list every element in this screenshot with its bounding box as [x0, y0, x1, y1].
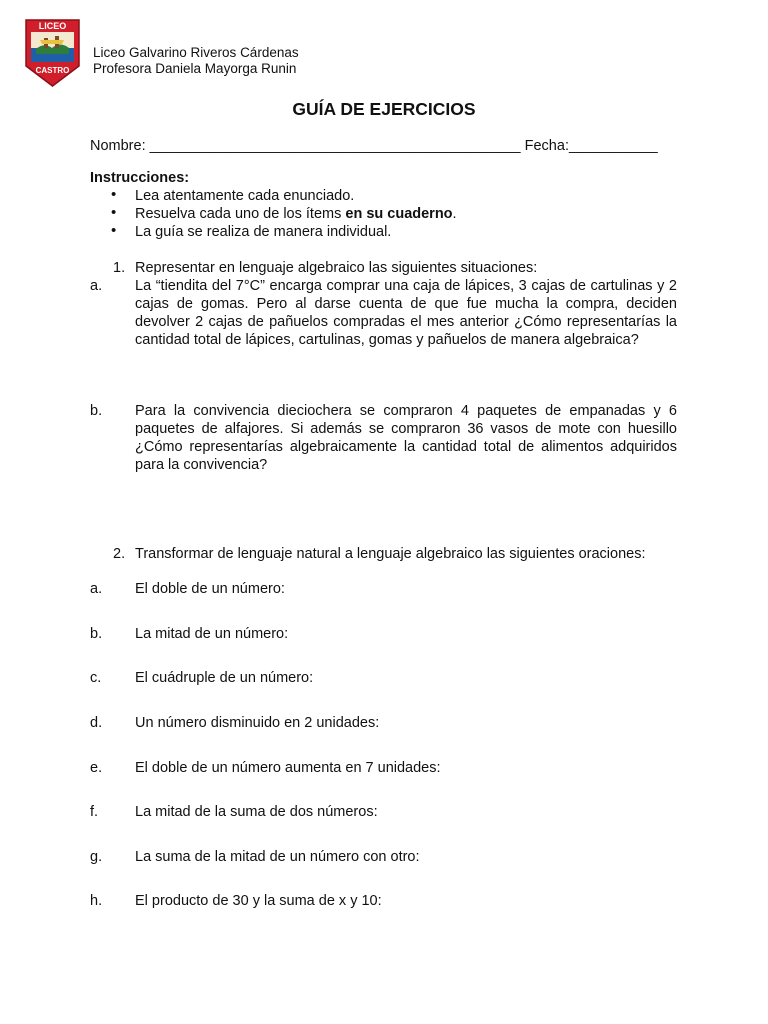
bullet-icon: •: [111, 222, 117, 239]
name-date-line: [90, 137, 658, 155]
item-text: El doble de un número:: [135, 581, 285, 597]
instruction-text: .: [452, 206, 457, 222]
item-text: La mitad de la suma de dos números:: [135, 804, 378, 820]
item-label: h.: [90, 893, 103, 909]
item-label: a.: [90, 581, 103, 597]
teacher-name: Profesora Daniela Mayorga Runin: [93, 61, 297, 76]
item-text: Un número disminuido en 2 unidades:: [135, 715, 380, 731]
item-label: c.: [90, 670, 102, 686]
item-text: Para la convivencia dieciochera se compraron 4 paquetes de empanadas y 6 paquetes de alfajores. Si además se compraron 36 vasos de mote con huesillo ¿Cómo representarías algebraicamente la cantidad total de alimentos adquiridos para la convivencia?: [135, 403, 677, 473]
instruction-item: Lea atentamente cada enunciado.: [135, 188, 355, 204]
question-2-number: 2.: [113, 546, 126, 562]
date-label: Fecha:: [524, 138, 569, 154]
item-label: b.: [90, 403, 103, 419]
logo-top-text: LICEO: [38, 21, 67, 31]
name-label: Nombre:: [90, 138, 146, 154]
question-1-statement: Representar en lenguaje algebraico las siguientes situaciones:: [135, 260, 538, 276]
instruction-item: La guía se realiza de manera individual.: [135, 224, 392, 240]
instruction-text: Resuelva cada uno de los ítems: [135, 206, 346, 222]
instruction-item: [135, 205, 457, 223]
school-name: Liceo Galvarino Riveros Cárdenas: [93, 45, 299, 60]
item-text: El cuádruple de un número:: [135, 670, 314, 686]
date-field-line: ___________: [568, 138, 658, 154]
item-label: e.: [90, 760, 103, 776]
school-logo: [24, 18, 81, 88]
bullet-icon: •: [111, 204, 117, 221]
question-2-statement: Transformar de lenguaje natural a lenguaje algebraico las siguientes oraciones:: [135, 546, 646, 562]
logo-bottom-text: CASTRO: [35, 66, 70, 75]
item-label: b.: [90, 626, 103, 642]
page-title: GUÍA DE EJERCICIOS: [292, 99, 476, 119]
item-text: La suma de la mitad de un número con otro:: [135, 849, 420, 865]
bullet-icon: •: [111, 186, 117, 203]
instructions-heading: Instrucciones:: [90, 170, 190, 186]
item-label: d.: [90, 715, 103, 731]
question-1-number: 1.: [113, 260, 126, 276]
item-label: a.: [90, 278, 103, 294]
item-text: El producto de 30 y la suma de x y 10:: [135, 893, 382, 909]
item-label: g.: [90, 849, 103, 865]
instruction-bold-text: en su cuaderno: [345, 206, 453, 222]
item-text: El doble de un número aumenta en 7 unidades:: [135, 760, 441, 776]
item-text: La mitad de un número:: [135, 626, 289, 642]
item-label: f.: [90, 804, 99, 820]
item-text: La “tiendita del 7°C” encarga comprar una caja de lápices, 3 cajas de cartulinas y 2 cajas de gomas. Pero al darse cuenta de que fue mucha la compra, deciden devolver 2 cajas de pañuelos compradas el mes anterior ¿Cómo representarías la cantidad total de lápices, cartulinas, gomas y pañuelos de manera algebraica?: [135, 278, 677, 348]
name-field-line: ______________________________________________: [149, 138, 521, 154]
